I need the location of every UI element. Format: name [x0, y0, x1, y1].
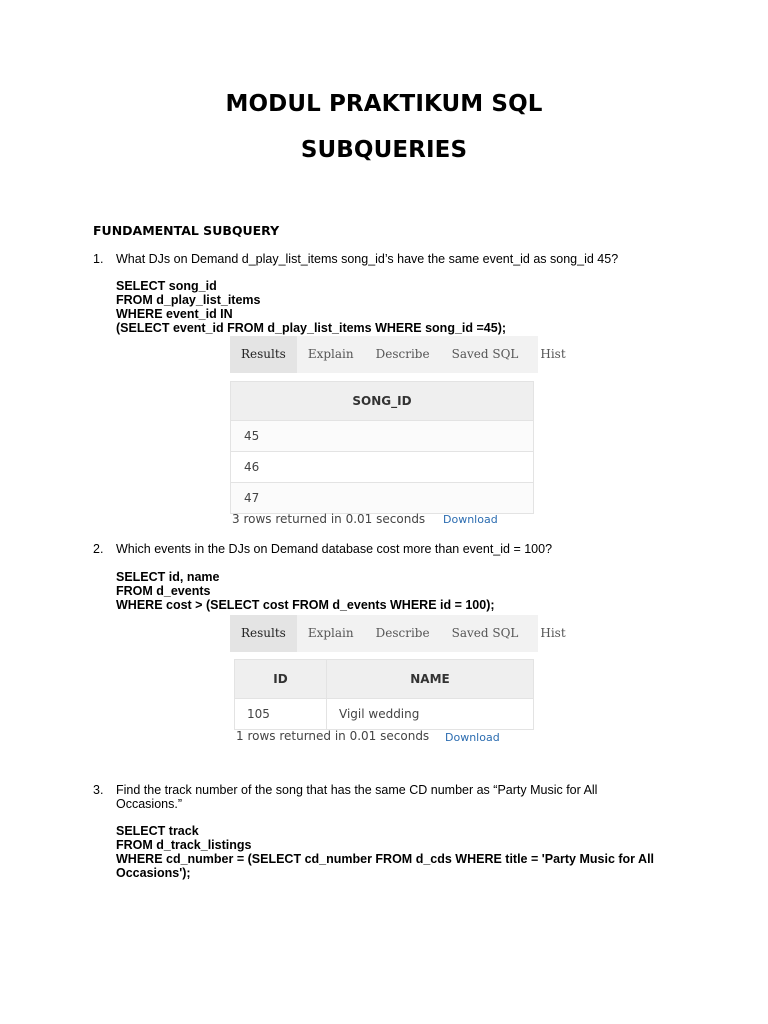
tab-describe[interactable]: Describe — [375, 626, 430, 640]
results-table-2 — [234, 659, 534, 730]
tab-explain[interactable]: Explain — [307, 347, 354, 361]
sql-block-1 — [116, 279, 506, 335]
table-row: 46 — [231, 451, 533, 482]
sql-line: FROM d_events — [116, 584, 211, 598]
question-number: 1. — [93, 252, 104, 266]
sql-line: (SELECT event_id FROM d_play_list_items WHERE song_id =45); — [116, 321, 507, 335]
sql-block-3 — [116, 824, 654, 880]
table-row: 47 — [231, 482, 533, 513]
results-table-1 — [230, 381, 534, 514]
cell-id: 105 — [235, 699, 327, 729]
tab-describe[interactable]: Describe — [375, 347, 430, 361]
results-tabs-2 — [230, 615, 566, 652]
section-heading: FUNDAMENTAL SUBQUERY — [93, 223, 280, 238]
sql-block-2 — [116, 570, 495, 612]
question-text: What DJs on Demand d_play_list_items song_id’s have the same event_id as song_id 45? — [116, 252, 619, 266]
tab-explain[interactable]: Explain — [307, 626, 354, 640]
sql-line: SELECT song_id — [116, 279, 217, 293]
question-text: Find the track number of the song that has the same CD number as “Party Music for All Occasions.” — [116, 783, 598, 811]
sql-line: SELECT id, name — [116, 570, 220, 584]
sql-line: FROM d_track_listings — [116, 838, 252, 852]
tab-history[interactable]: Hist — [540, 626, 566, 640]
question-number: 3. — [93, 783, 104, 797]
sql-line: SELECT track — [116, 824, 199, 838]
table-row — [235, 698, 533, 729]
rows-returned-status-2: 1 rows returned in 0.01 seconds — [236, 729, 430, 743]
tab-saved-sql[interactable]: Saved SQL — [451, 347, 519, 361]
tab-saved-sql[interactable]: Saved SQL — [451, 626, 519, 640]
tab-history[interactable]: Hist — [540, 347, 566, 361]
download-link-1[interactable]: Download — [443, 513, 498, 526]
sql-line: FROM d_play_list_items — [116, 293, 261, 307]
tab-results[interactable]: Results — [230, 615, 297, 652]
sql-line: Occasions'); — [116, 866, 191, 880]
question-text: Which events in the DJs on Demand database cost more than event_id = 100? — [116, 542, 553, 556]
question-number: 2. — [93, 542, 104, 556]
table-header-row — [235, 660, 533, 698]
document-subtitle: SUBQUERIES — [300, 137, 468, 163]
column-header-id: ID — [235, 660, 327, 698]
rows-returned-status-1: 3 rows returned in 0.01 seconds — [232, 512, 426, 526]
download-link-2[interactable]: Download — [445, 731, 500, 744]
sql-line: WHERE event_id IN — [116, 307, 233, 321]
document-title: MODUL PRAKTIKUM SQL — [225, 91, 543, 117]
tab-results[interactable]: Results — [230, 336, 297, 373]
table-row: 45 — [231, 420, 533, 451]
sql-line: WHERE cd_number = (SELECT cd_number FROM d_cds WHERE title = 'Party Music for All — [116, 852, 655, 866]
column-header-song-id: SONG_ID — [231, 382, 533, 420]
column-header-name: NAME — [410, 672, 450, 686]
cell-name: Vigil wedding — [339, 707, 420, 721]
sql-line: WHERE cost > (SELECT cost FROM d_events WHERE id = 100); — [116, 598, 495, 612]
results-tabs-1 — [230, 336, 566, 373]
